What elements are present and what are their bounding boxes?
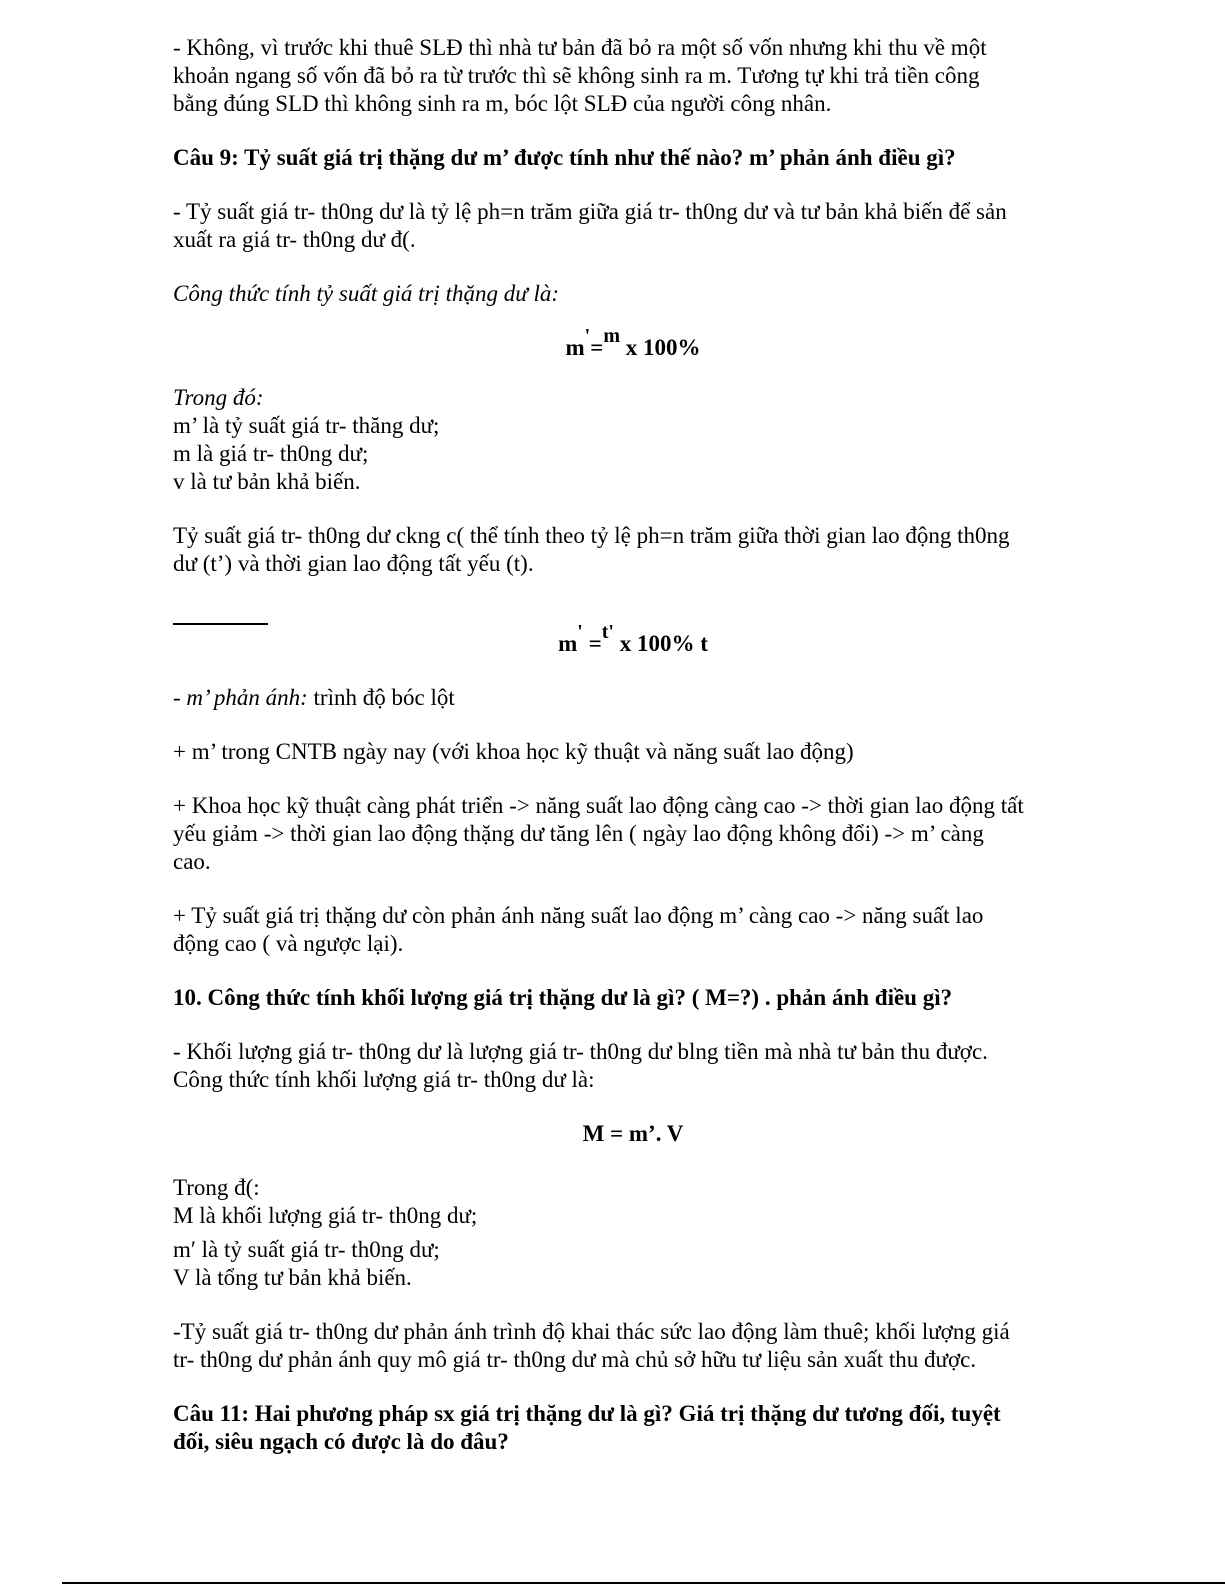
question-10-heading: 10. Công thức tính khối lượng giá trị thặng dư là gì? ( M=?) . phản ánh điều gì? [173,985,953,1010]
bullet-plus-1: + m’ trong CNTB ngày nay (với khoa học kỹ thuật và năng suất lao động) [173,739,854,764]
text-line: - Tỷ suất giá tr- th0ng dư là tỷ lệ ph=n trăm giữa giá tr- th0ng dư và tư bản khả biến để sản [173,199,1007,224]
reflects-line [173,684,1093,712]
where-item: m′ là tỷ suất giá tr- th0ng dư; [173,1237,440,1262]
q10-definition [173,1038,1093,1094]
text-line: động cao ( và ngược lại). [173,931,404,956]
page-bottom-rule [62,1582,1225,1584]
where-item: v là tư bản khả biến. [173,469,361,494]
formula-part: ' [584,325,591,348]
bullet-plus-2 [173,792,1093,876]
text-line: Công thức tính khối lượng giá tr- th0ng dư là: [173,1067,595,1092]
bullet-plus-3 [173,902,1093,958]
formula-part: = [590,335,604,360]
formula-part: m [565,335,585,360]
intro-paragraph [173,34,1093,118]
where-item: V là tổng tư bản khả biến. [173,1265,412,1290]
text-line: khoản ngang số vốn đã bỏ ra từ trước thì sẽ không sinh ra m. Tương tự khi trả tiền công [173,63,980,88]
formula-part: = [582,631,602,656]
text-line: - Khối lượng giá tr- th0ng dư là lượng giá tr- th0ng dư blng tiền mà nhà tư bản thu được. [173,1039,988,1064]
separator-line [173,623,268,625]
surplus-rate-time-formula [173,621,1093,658]
text-line: - Không, vì trước khi thuê SLĐ thì nhà tư bản đã bỏ ra một số vốn nhưng khi thu về một [173,35,987,60]
text-line: xuất ra giá tr- th0ng dư đ(. [173,227,416,252]
where-block-2 [173,1174,1093,1292]
formula-numerator: m [603,325,620,348]
reflect-text: trình độ bóc lột [307,685,455,710]
formula-part: ' [577,621,583,644]
formula-part: x 100% [620,335,701,360]
question-11-heading [173,1400,1093,1456]
where-item: m’ là tỷ suất giá tr- thăng dư; [173,413,440,438]
formula-numerator: t' [601,621,614,644]
text-line: yếu giảm -> thời gian lao động thặng dư tăng lên ( ngày lao động không đổi) -> m’ càng [173,821,984,846]
alternative-definition [173,522,1093,578]
text-line: Tỷ suất giá tr- th0ng dư ckng c( thể tính theo tỷ lệ ph=n trăm giữa thời gian lao động th0ng [173,523,1010,548]
question-9-heading: Câu 9: Tỷ suất giá trị thặng dư m’ được tính như thế nào? m’ phản ánh điều gì? [173,145,956,170]
q9-definition [173,198,1093,254]
text-line: đối, siêu ngạch có được là do đâu? [173,1429,509,1454]
where-title: Trong đ(: [173,1175,260,1200]
reflect-label: - m’ phản ánh: [173,685,308,710]
surplus-mass-formula: M = m’. V [582,1121,684,1146]
formula-part: m [558,631,578,656]
text-line: + Khoa học kỹ thuật càng phát triển -> năng suất lao động càng cao -> thời gian lao động tất [173,793,1024,818]
text-line: tr- th0ng dư phản ánh quy mô giá tr- th0ng dư mà chủ sở hữu tư liệu sản xuất thu được. [173,1347,977,1372]
formula-part: x 100% t [613,631,708,656]
text-line: cao. [173,849,211,874]
where-block-1 [173,384,1093,496]
text-line: bằng đúng SLD thì không sinh ra m, bóc lột SLĐ của người công nhân. [173,91,832,116]
where-item: m là giá tr- th0ng dư; [173,441,369,466]
text-line: + Tỷ suất giá trị thặng dư còn phản ánh năng suất lao động m’ càng cao -> năng suất lao [173,903,984,928]
text-line: dư (t’) và thời gian lao động tất yếu (t). [173,551,534,576]
surplus-rate-formula [173,325,1093,362]
q10-reflection [173,1318,1093,1374]
formula-intro: Công thức tính tỷ suất giá trị thặng dư là: [173,281,560,306]
where-item: M là khối lượng giá tr- th0ng dư; [173,1203,478,1228]
text-line: -Tỷ suất giá tr- th0ng dư phản ánh trình độ khai thác sức lao động làm thuê; khối lượng giá [173,1319,1010,1344]
document-page [173,34,1093,1482]
text-line: Câu 11: Hai phương pháp sx giá trị thặng dư là gì? Giá trị thặng dư tương đối, tuyệt [173,1401,1001,1426]
where-title: Trong đó: [173,385,264,410]
